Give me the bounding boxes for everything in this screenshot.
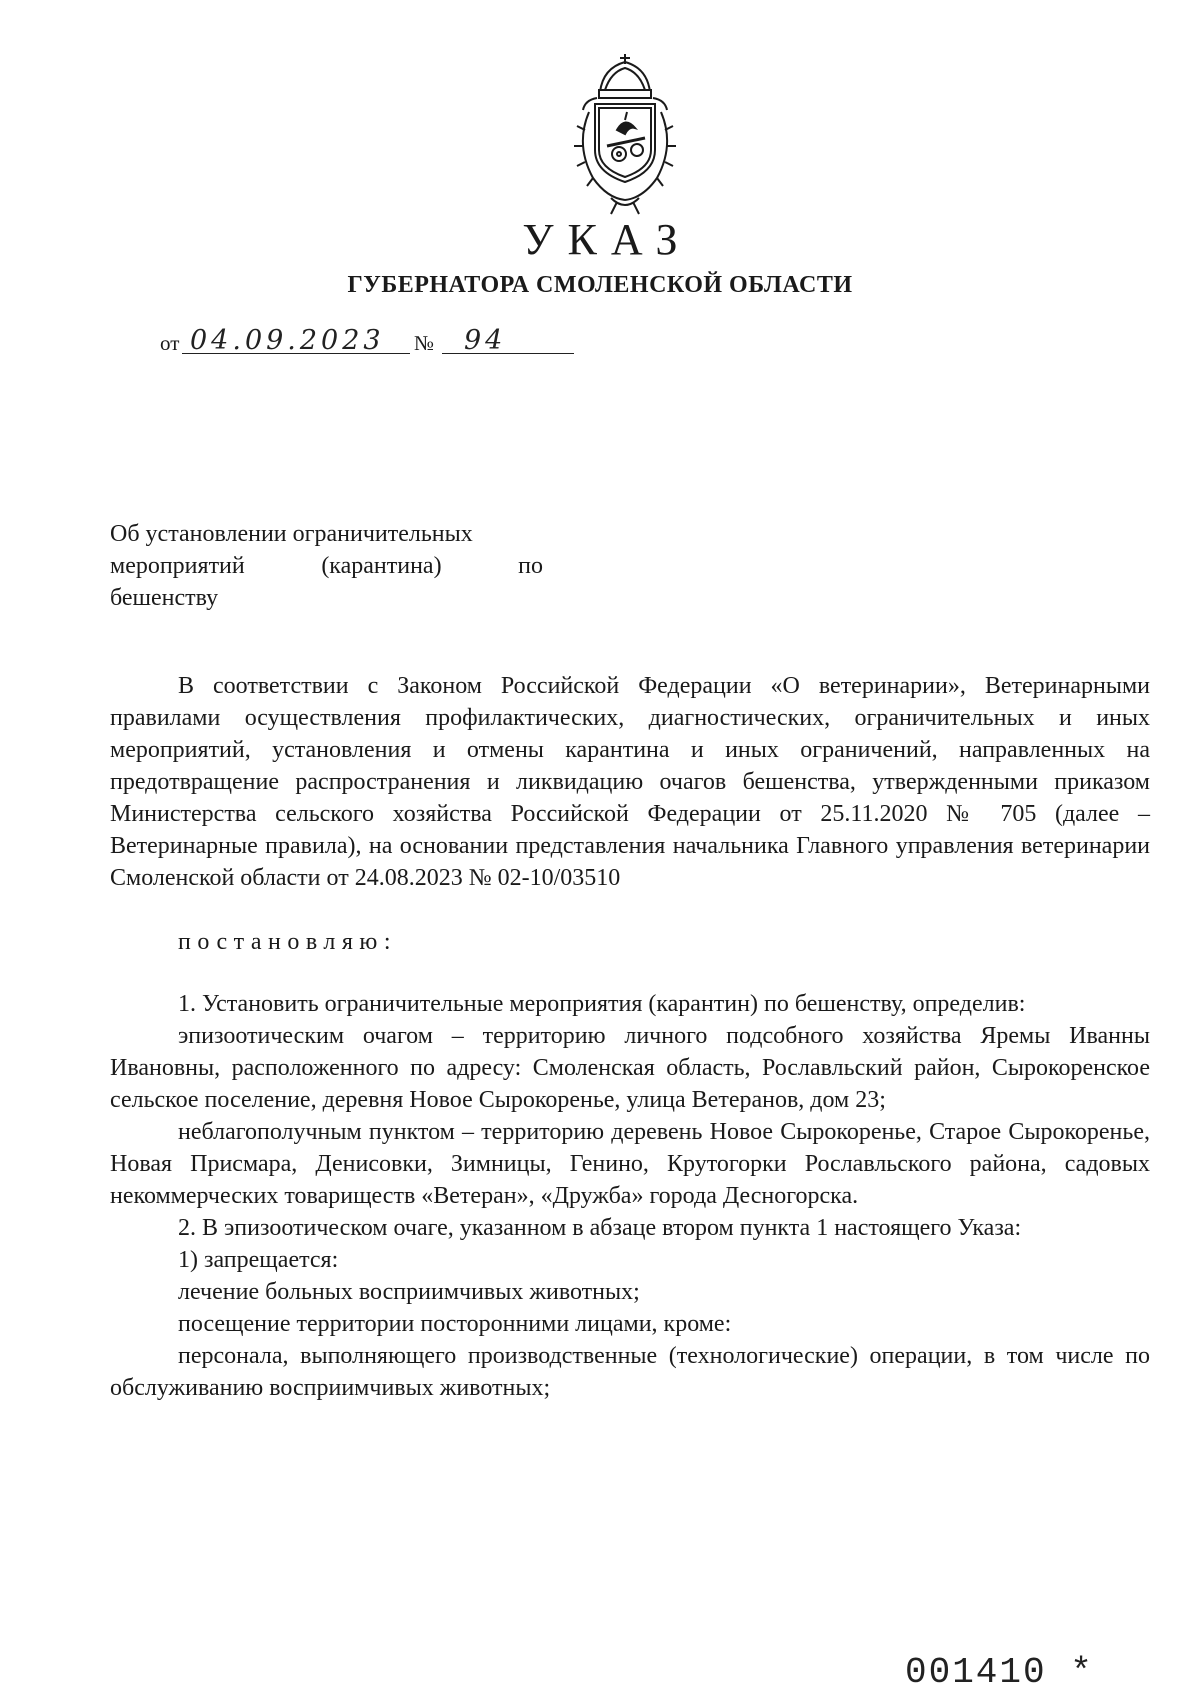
item-2-ban-1: лечение больных восприимчивых животных;: [178, 1279, 640, 1305]
date-prefix-label: от: [160, 331, 180, 355]
subject-word: (карантина): [321, 553, 442, 579]
item-1-point-paragraph: неблагополучным пунктом – территорию деревень Новое Сырокоренье, Старое Сырокоренье, Новая Присмара, Денисовки, Зимницы, Генино, Крутогорки Рославльского района, садовых некоммерческих товариществ «Ветеран», «Дружба» города Десногорска.: [110, 1119, 1150, 1209]
subject-line-2: [110, 550, 543, 582]
number-label: №: [414, 331, 435, 355]
item-1-focus-paragraph: эпизоотическим очагом – территорию личного подсобного хозяйства Яремы Иванны Ивановны, расположенного по адресу: Смоленская область, Рославльский район, Сырокоренское сельское поселение, деревня Новое Сырокоренье, улица Ветеранов, дом 23;: [110, 1023, 1150, 1113]
item-2-paragraph: 2. В эпизоотическом очаге, указанном в абзаце втором пункта 1 настоящего Указа:: [178, 1215, 1022, 1241]
preamble-paragraph: В соответствии с Законом Российской Федерации «О ветеринарии», Ветеринарными правилами осуществления профилактических, диагностических, ограничительных и иных мероприятий, установления и отмены карантина и иных ограничений, направленных на предотвращение распространения и ликвидацию очагов бешенства, утвержденными приказом Министерства сельского хозяйства Российской Федерации от 25.11.2020 № 705 (далее – Ветеринарные правила), на основании представления начальника Главного управления ветеринарии Смоленской области от 24.08.2023 № 02-10/03510: [110, 673, 1150, 891]
decree-body: [110, 670, 1150, 1404]
subject-line-1: Об установлении ограничительных: [110, 521, 473, 547]
decree-subject: [110, 518, 543, 614]
item-2-subitem-1: 1) запрещается:: [178, 1247, 339, 1273]
number-underline: [442, 323, 574, 354]
item-2-ban-2: посещение территории посторонними лицами, кроме:: [178, 1311, 732, 1337]
handwritten-date: 04.09.2023: [190, 325, 385, 356]
decree-subtitle: ГУБЕРНАТОРА СМОЛЕНСКОЙ ОБЛАСТИ: [347, 272, 853, 298]
dateline: [160, 322, 600, 362]
subject-word: по: [518, 553, 543, 579]
decree-title: УКАЗ: [522, 215, 692, 264]
resolve-line: постановляю:: [178, 929, 397, 955]
subject-word: мероприятий: [110, 553, 245, 579]
handwritten-number: 94: [464, 325, 507, 356]
subject-line-3: бешенству: [110, 585, 219, 611]
serial-number: 001410 *: [905, 1652, 1094, 1693]
smolensk-coat-of-arms-icon: [555, 50, 695, 220]
item-2-ban-2-exception: персонала, выполняющего производственные (технологические) операции, в том числе по обслуживанию восприимчивых животных;: [110, 1343, 1150, 1401]
item-1-paragraph: 1. Установить ограничительные мероприятия (карантин) по бешенству, определив:: [178, 991, 1026, 1017]
